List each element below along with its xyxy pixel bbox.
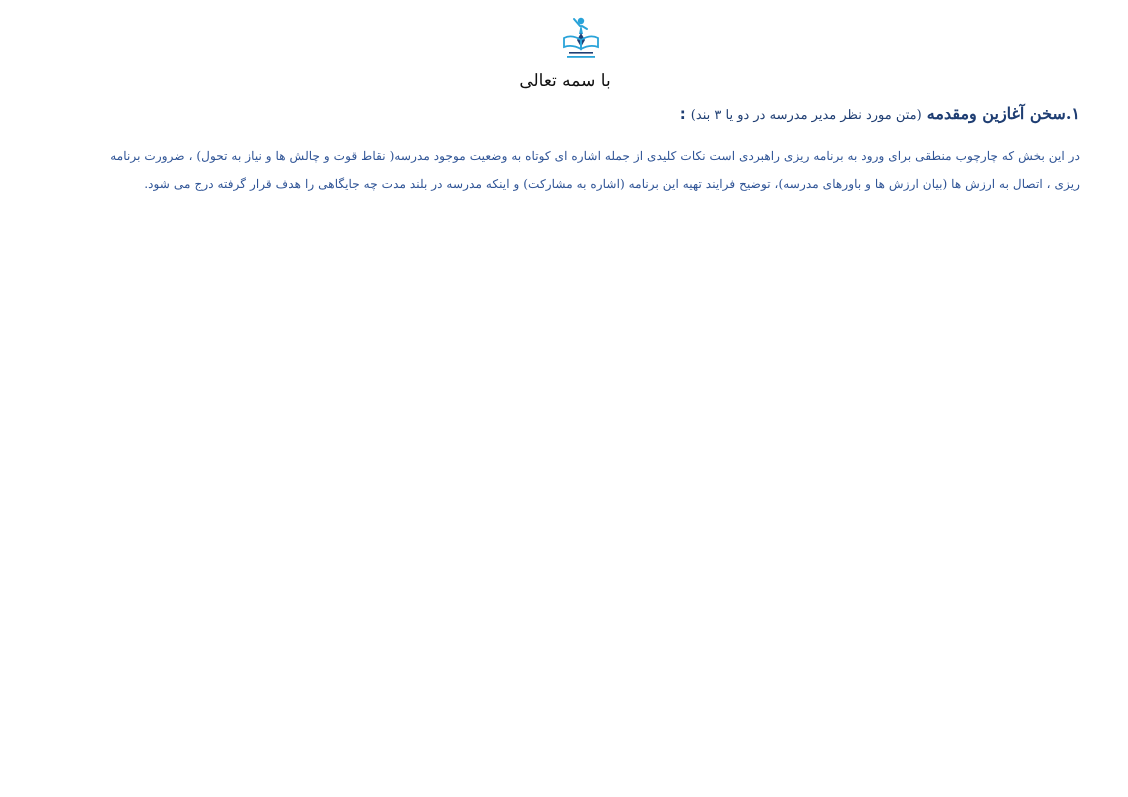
section-colon: : <box>679 105 686 123</box>
invocation-heading: با سمه تعالی <box>519 71 611 91</box>
section-body <box>60 142 1080 198</box>
body-line-2: ریزی ، اتصال به ارزش ها (بیان ارزش ها و باورهای مدرسه)، توضیح فرایند تهیه این برنامه (اشاره به مشارکت) و اینکه مدرسه در بلند مدت چه جایگاهی را هدف قرار گرفته درج می شود. <box>144 177 1080 191</box>
section-subtitle: (متن مورد نظر مدیر مدرسه در دو یا ۳ بند) <box>690 108 922 123</box>
section-title: ۱.سخن آغازین ومقدمه <box>926 104 1080 123</box>
body-line-1: در این بخش که چارچوب منطقی برای ورود به برنامه ریزی راهبردی است نکات کلیدی از جمله اشاره ای کوتاه به وضعیت موجود مدرسه( نقاط قوت و چالش ها و نیاز به تحول) ، ضرورت برنامه <box>110 149 1080 163</box>
school-logo-icon <box>560 16 602 62</box>
section-heading <box>680 102 1080 128</box>
